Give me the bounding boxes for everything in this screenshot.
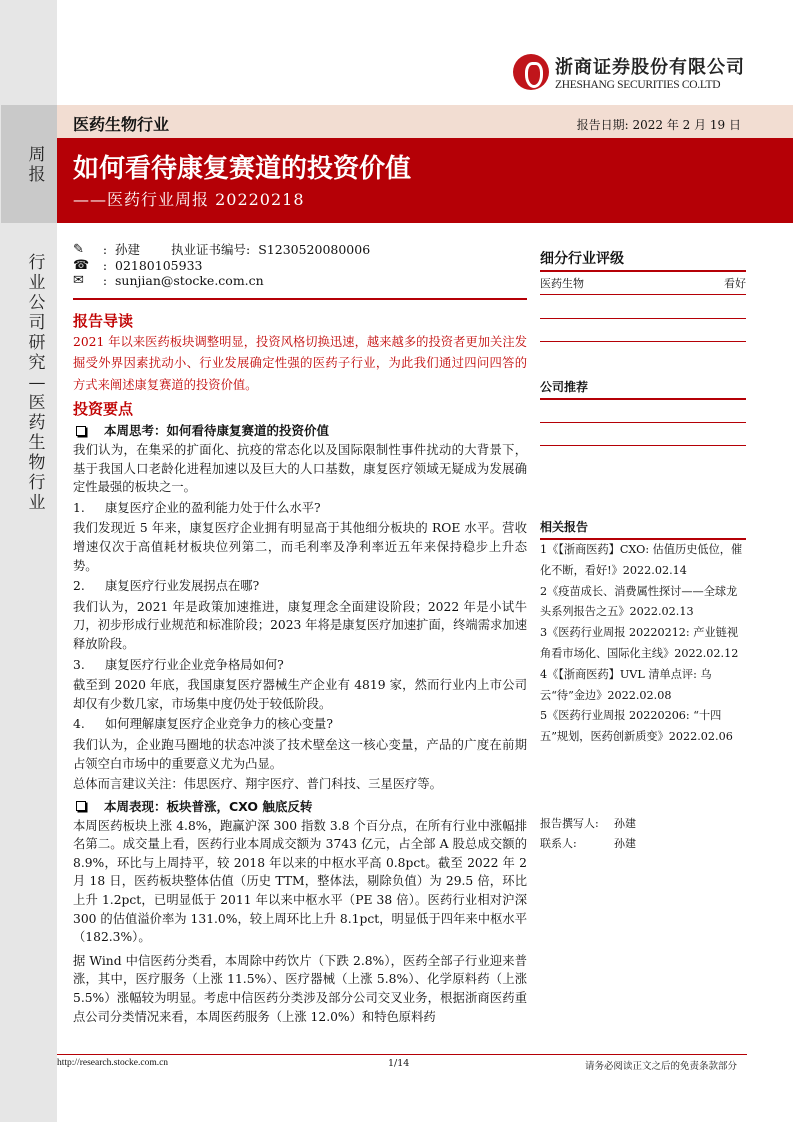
section-heading: 本周表现：板块普涨，CXO 触底反转 xyxy=(73,796,527,817)
page-title: 如何看待康复赛道的投资价值 xyxy=(73,154,412,184)
question-item: 2. 康复医疗行业发展拐点在哪? xyxy=(73,579,260,594)
question-item: 3. 康复医疗行业企业竞争格局如何? xyxy=(73,657,284,672)
answer: 截至到 2020 年底，我国康复医疗器械生产企业有 4819 家，然而行业内上市公司却仅有少数几家，市场集中度仍处于较低阶段。 xyxy=(73,678,527,711)
footer-divider xyxy=(57,1054,747,1055)
weekly-label: 周报 xyxy=(28,145,46,185)
report-link[interactable]: 3《医药行业周报 20220212: 产业链视角看市场化、国际化主线》2022.02.12 xyxy=(540,626,739,660)
lead-heading: 报告导读 xyxy=(73,311,134,330)
phone: 02180105933 xyxy=(115,257,203,273)
divider xyxy=(73,298,527,300)
checkbox-bullet-icon xyxy=(76,801,86,811)
mail-icon: ✉ xyxy=(73,273,84,289)
logo-en: ZHESHANG SECURITIES CO.LTD xyxy=(555,79,721,91)
points-heading: 投资要点 xyxy=(73,400,134,418)
paragraph: 我们认为，在集采的扩面化、抗疫的常态化以及国际限制性事件扰动的大背景下，基于我国人口老龄化进程加速以及巨大的人口基数，康复医疗领域无疑成为发展确定性最强的板块之一。 xyxy=(73,443,527,495)
cert-label: 执业证书编号: xyxy=(171,242,251,258)
page-number: 1/14 xyxy=(388,1058,410,1069)
contact-block: 报告撰写人: 孙建 联系人: 孙建 xyxy=(540,816,636,851)
right-column xyxy=(540,248,746,855)
rating-heading: 细分行业评级 xyxy=(540,251,624,267)
email-link[interactable]: sunjian@stocke.com.cn xyxy=(115,273,264,289)
report-link[interactable]: 2《疫苗成长、消费属性探讨——全球龙头系列报告之五》2022.02.13 xyxy=(540,584,738,619)
footer-url[interactable]: http://research.stocke.com.cn xyxy=(57,1058,169,1068)
pen-icon: ✎ xyxy=(73,242,84,258)
question-item: 1. 康复医疗企业的盈利能力处于什么水平? xyxy=(73,500,321,515)
cert-number: S1230520080006 xyxy=(258,242,371,258)
company-heading: 公司推荐 xyxy=(540,380,589,394)
question-item: 4. 如何理解康复医疗企业竞争力的核心变量? xyxy=(73,717,333,732)
author-block: ✎ : 孙建 执业证书编号: S1230520080006 ☎ : 02180105933 ✉ : sunjian@stocke.com.cn xyxy=(73,243,527,290)
report-link[interactable]: 4《【浙商医药】UVL 清单点评: 乌云“待”金边》2022.02.08 xyxy=(540,667,712,702)
paragraph: 本周医药板块上涨 4.8%，跑赢沪深 300 指数 3.8 个百分点，在所有行业中涨幅排名第二。成交量上看，医药行业本周成交额为 3743 亿元，占全部 A 股总成交额的 8.9%，环比与上周持平，较 2018 年以来的中枢水平高 0.8pct。截至 2022 年 2 月 18 日，医药板块整体估值（历史 TTM，整体法，剔除负值）为 29.5 倍，环比上升 1.2pct，已明显低于 2011 年以来中枢水平（PE 38 倍）。医药行业相对沪深 300 的估值溢价率为 131.0%，较上周环比上升 8.1pct，明显低于四年来中枢水平（182.3%）。 xyxy=(73,818,527,945)
related-reports xyxy=(540,540,746,748)
rating-row: 医药生物 看好 xyxy=(540,277,746,290)
industry-label: 医药生物行业 xyxy=(73,115,170,134)
answer: 我们认为，2021 年是政策加速推进，康复理念全面建设阶段；2022 年是小试牛刀，初步形成行业规范和标准阶段；2023 年将是康复医疗加速扩面，终端需求加速释放阶段。 xyxy=(73,599,527,651)
lead-text: 2021 年以来医药板块调整明显，投资风格切换迅速，越来越多的投资者更加关注发掘受外界因素扰动小、行业发展确定性强的医药子行业，为此我们通过四问四答的方式来阐述康复赛道的投资价值。 xyxy=(73,334,527,392)
report-link[interactable]: 5《医药行业周报 20220206: “十四五”规划，医药创新质变》2022.02.06 xyxy=(540,709,733,744)
disclaimer: 请务必阅读正文之后的免责条款部分 xyxy=(584,1061,737,1072)
left-sidebar xyxy=(0,0,57,1122)
company-logo xyxy=(513,53,745,91)
report-link[interactable]: 1《【浙商医药】CXO: 估值历史低位，催化不断，看好!》2022.02.14 xyxy=(540,543,743,577)
report-date: 报告日期: 2022 年 2 月 19 日 xyxy=(576,118,741,132)
author-name: 孙建 xyxy=(115,242,141,258)
paragraph: 据 Wind 中信医药分类看，本周除中药饮片（下跌 2.8%），医药全部子行业迎来普涨，其中，医疗服务（上涨 11.5%）、医疗器械（上涨 5.8%）、化学原料药（上涨 5.5%）涨幅较为明显。考虑中信医药分类涉及部分公司交叉业务，根据浙商医药重点公司分类情况来看，本周医药服务（上涨 12.0%）和特色原料药 xyxy=(73,953,527,1024)
summary: 总体而言建议关注：伟思医疗、翔宇医疗、普门科技、三星医疗等。 xyxy=(73,777,442,792)
related-heading: 相关报告 xyxy=(540,520,589,534)
answer: 我们发现近 5 年来，康复医疗企业拥有明显高于其他细分板块的 ROE 水平。营收增速仅次于高值耗材板块位列第二，而毛利率及净利率近五年来保持稳步上升态势。 xyxy=(73,521,527,573)
page-subtitle: ——医药行业周报 20220218 xyxy=(73,190,305,209)
checkbox-bullet-icon xyxy=(76,426,86,436)
answer: 我们认为，企业跑马圈地的状态冲淡了技术壁垒这一核心变量，产品的广度在前期占领空白市场中的重要意义尤为凸显。 xyxy=(73,737,527,771)
phone-icon: ☎ xyxy=(73,257,90,273)
logo-cn: 浙商证券股份有限公司 xyxy=(555,57,745,78)
logo-mark-icon xyxy=(513,54,549,90)
main-content xyxy=(73,243,527,1028)
section-heading: 本周思考：如何看待康复赛道的投资价值 xyxy=(73,420,527,441)
category-label: 行业公司研究—医药生物行业 xyxy=(28,253,46,513)
